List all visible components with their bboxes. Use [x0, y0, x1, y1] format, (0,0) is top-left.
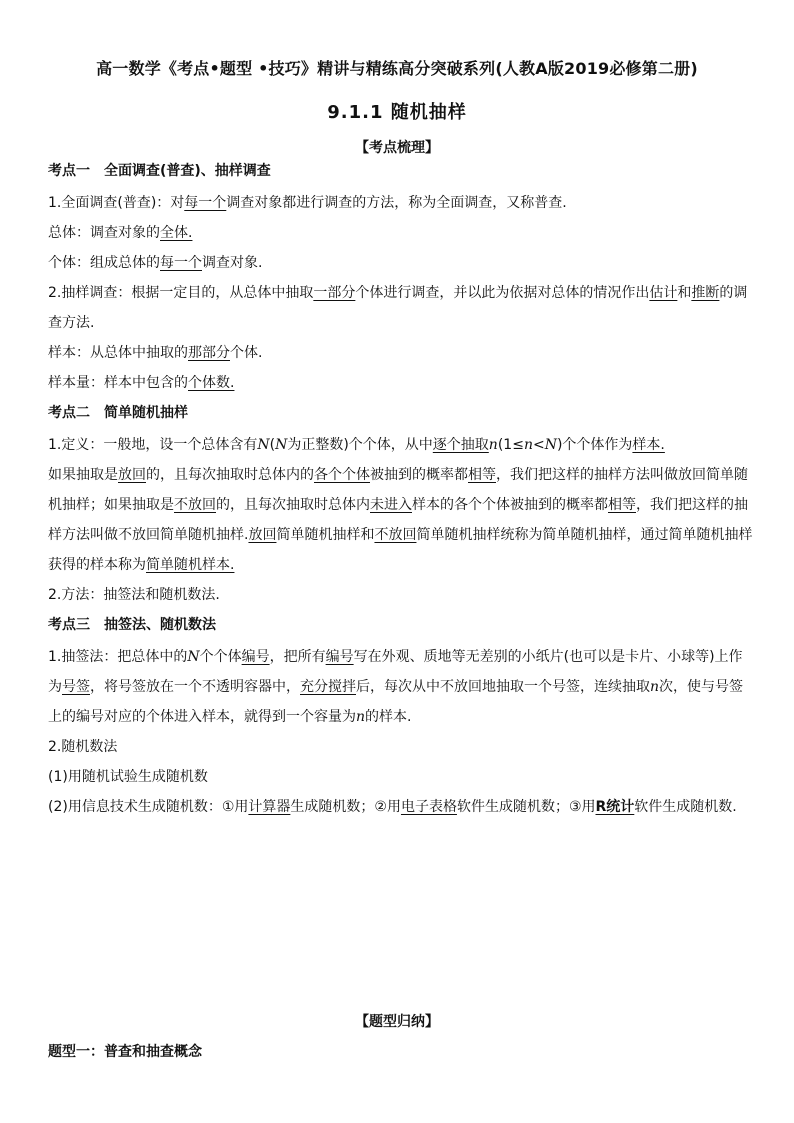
kaodian-1-number: 考点一 — [48, 163, 90, 179]
paragraph-census-definition: 1.全面调查(普查)：对每一个调查对象都进行调查的方法，称为全面调查，又称普查. — [48, 195, 567, 211]
kaodian-1-title: 全面调查(普查)、抽样调查 — [104, 163, 271, 179]
kaodian-3-title: 抽签法、随机数法 — [104, 617, 216, 633]
paragraph-random-experiment: (1)用随机试验生成随机数 — [48, 769, 208, 785]
kaodian-2-heading — [48, 402, 753, 424]
paragraph-sample-size: 样本量：样本中包含的个体数. — [48, 375, 235, 391]
section-heading-tixing: 【题型归纳】 — [355, 1014, 439, 1030]
kaodian-3-number: 考点三 — [48, 617, 90, 633]
paragraph-population: 总体：调查对象的全体. — [48, 225, 193, 241]
paragraph-individual: 个体：组成总体的每一个调查对象. — [48, 255, 263, 271]
paragraph-srs-definition: 1.定义：一般地，设一个总体含有N(N为正整数)个个体，从中逐个抽取n(1≤n<N)个个体作为样本. — [48, 437, 665, 453]
paragraph-srs-methods: 2.方法：抽签法和随机数法. — [48, 587, 220, 603]
paragraph-information-technology: (2)用信息技术生成随机数：①用计算器生成随机数；②用电子表格软件生成随机数；③用R统计软件生成随机数. — [48, 799, 737, 815]
paragraph-srs-types: 如果抽取是放回的，且每次抽取时总体内的各个个体被抽到的概率都相等，我们把这样的抽样方法叫做放回简单随机抽样；如果抽取是不放回的，且每次抽取时总体内未进入样本的各个个体被抽到的概率都相等，我们把这样的抽样方法叫做不放回简单随机抽样.放回简单随机抽样和不放回简单随机抽样统称为简单随机抽样，通过简单随机抽样获得的样本称为简单随机样本. — [48, 467, 753, 573]
section-heading-kaodian: 【考点梳理】 — [355, 140, 439, 156]
paragraph-sample: 样本：从总体中抽取的那部分个体. — [48, 345, 263, 361]
question-type-1-heading: 题型一：普查和抽查概念 — [48, 1044, 202, 1060]
paragraph-lottery-method: 1.抽签法：把总体中的N个个体编号，把所有编号写在外观、质地等无差别的小纸片(也可以是卡片、小球等)上作为号签，将号签放在一个不透明容器中，充分搅拌后，每次从中不放回地抽取一个号签，连续抽取n次，使与号签上的编号对应的个体进入样本，就得到一个容量为n的样本. — [48, 649, 744, 725]
lesson-title: 9.1.1 随机抽样 — [327, 102, 467, 123]
paragraph-sampling-survey: 2.抽样调查：根据一定目的，从总体中抽取一部分个体进行调查，并以此为依据对总体的情况作出估计和推断的调查方法. — [48, 285, 748, 331]
kaodian-3-heading — [48, 614, 753, 636]
content-body — [48, 160, 753, 822]
kaodian-1-heading — [48, 160, 753, 182]
series-title: 高一数学《考点•题型 •技巧》精讲与精练高分突破系列(人教A版2019必修第二册) — [96, 59, 698, 78]
kaodian-2-number: 考点二 — [48, 405, 90, 421]
paragraph-random-number-method: 2.随机数法 — [48, 739, 118, 755]
kaodian-2-title: 简单随机抽样 — [104, 405, 188, 421]
